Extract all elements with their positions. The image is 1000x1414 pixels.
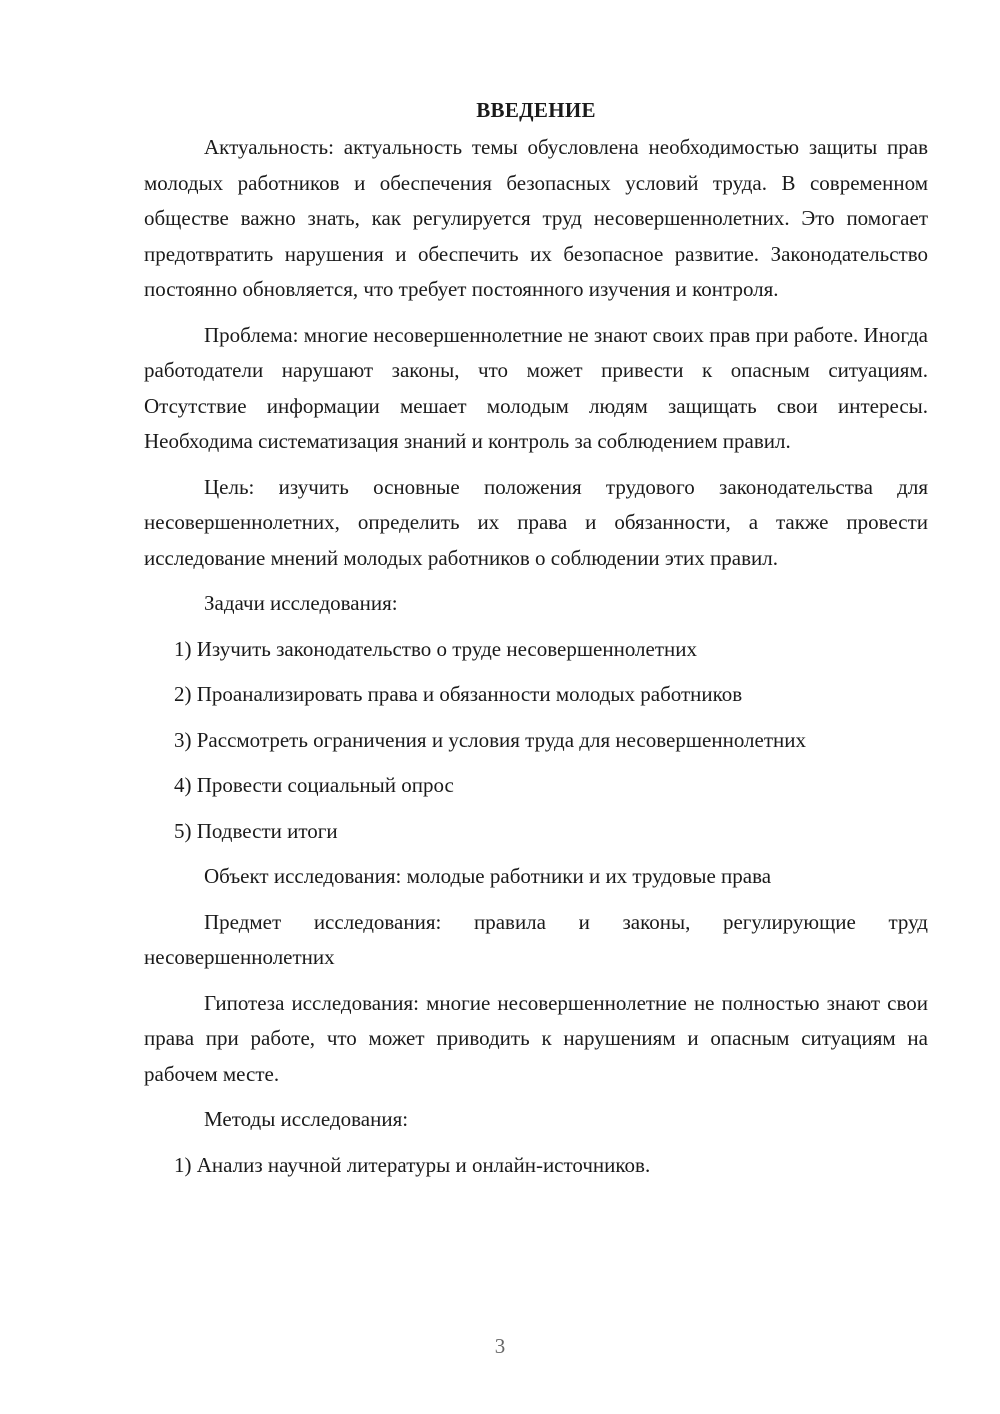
tasks-heading: Задачи исследования: [204, 591, 398, 615]
document-page [144, 92, 928, 1193]
relevance-paragraph: Актуальность: актуальность темы обусловлена необходимостью защиты прав молодых работников и обеспечения безопасных условий труда. В современном обществе важно знать, как регулируется труд несовершеннолетних. Это помогает предотвратить нарушения и обеспечить их безопасное развитие. Законодательство постоянно обновляется, что требует постоянного изучения и контроля. [144, 135, 928, 301]
object-paragraph: Объект исследования: молодые работники и их трудовые права [204, 864, 772, 888]
problem-paragraph: Проблема: многие несовершеннолетние не знают своих прав при работе. Иногда работодатели нарушают законы, что может привести к опасным ситуациям. Отсутствие информации мешает молодым людям защищать свои интересы. Необходима систематизация знаний и контроль за соблюдением правил. [144, 322, 928, 453]
goal-paragraph: Цель: изучить основные положения трудового законодательства для несовершеннолетних, определить их права и обязанности, а также провести исследование мнений молодых работников о соблюдении этих правил. [144, 474, 928, 570]
list-item: 4) Провести социальный опрос [174, 773, 454, 797]
list-item: 3) Рассмотреть ограничения и условия труда для несовершеннолетних [174, 727, 807, 752]
list-item: 5) Подвести итоги [174, 818, 338, 843]
hypothesis-paragraph: Гипотеза исследования: многие несовершеннолетние не полностью знают свои права при работе, что может приводить к нарушениям и опасным ситуациям на рабочем месте. [144, 990, 928, 1086]
subject-paragraph: Предмет исследования: правила и законы, регулирующие труд несовершеннолетних [144, 909, 928, 969]
methods-heading: Методы исследования: [204, 1107, 409, 1131]
page-title: ВВЕДЕНИЕ [476, 98, 596, 122]
methods-list [144, 1148, 928, 1184]
list-item: 2) Проанализировать права и обязанности молодых работников [174, 682, 743, 706]
tasks-list [144, 632, 928, 850]
page-number: 3 [494, 1334, 506, 1358]
list-item: 1) Анализ научной литературы и онлайн-источников. [174, 1152, 651, 1177]
list-item: 1) Изучить законодательство о труде несовершеннолетних [174, 636, 697, 661]
